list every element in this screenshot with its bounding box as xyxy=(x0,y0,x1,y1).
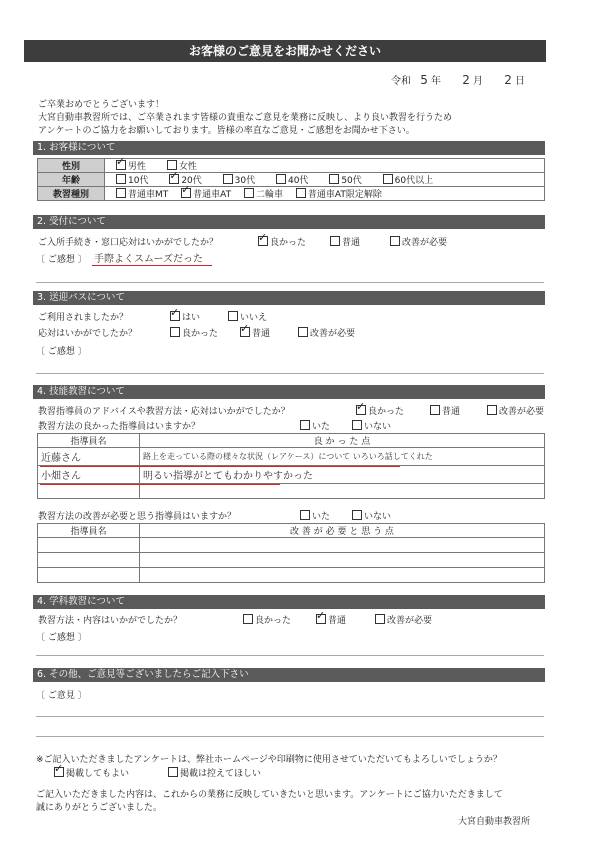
checkbox-icon[interactable] xyxy=(244,188,254,198)
skill-improve-option[interactable] xyxy=(487,404,544,417)
lecture-good-option[interactable] xyxy=(243,613,291,626)
comment-line xyxy=(36,282,544,283)
bad-instructor-no-label: いない xyxy=(364,512,392,522)
bad-instructor-yes-label: いた xyxy=(312,512,331,522)
bus-improve-option[interactable] xyxy=(298,326,355,339)
age-10s-option[interactable] xyxy=(116,176,148,186)
lecture-good-label: 良かった xyxy=(255,616,292,626)
checkbox-icon[interactable] xyxy=(276,174,286,184)
checkbox-checked-icon[interactable] xyxy=(170,311,180,321)
type-at-release-option[interactable] xyxy=(296,190,382,200)
section-lecture-header: 4. 学科教習について xyxy=(33,595,545,609)
instructor-name-cell[interactable] xyxy=(38,448,140,466)
school-name: 大宮自動車教習所 xyxy=(458,817,531,827)
skill-good-label: 良かった xyxy=(368,407,405,417)
type-bike-label: 二輪車 xyxy=(255,190,283,200)
age-30s-label: 30代 xyxy=(234,176,256,186)
checkbox-icon[interactable] xyxy=(168,767,178,777)
skill-normal-label: 普通 xyxy=(442,407,461,417)
checkbox-icon[interactable] xyxy=(352,510,362,520)
bad-instructor-yes-option[interactable] xyxy=(300,509,330,522)
bus-good-label: 良かった xyxy=(182,329,219,339)
bus-no-label: いいえ xyxy=(240,313,268,323)
lecture-normal-option[interactable] xyxy=(316,613,346,626)
good-instructor-yes-label: いた xyxy=(312,422,331,432)
section-customer-header: 1. お客様について xyxy=(33,141,545,155)
skill-normal-option[interactable] xyxy=(430,404,460,417)
course-type-label: 教習種別 xyxy=(38,187,105,201)
checkbox-icon[interactable] xyxy=(383,174,393,184)
consent-no-label: 掲載は控えてほしい xyxy=(180,769,262,779)
skill-q2: 教習方法の良かった指導員はいますか？ xyxy=(38,422,201,432)
comment-line xyxy=(36,716,544,717)
good-instructor-yes-option[interactable] xyxy=(300,419,330,432)
age-50s-label: 50代 xyxy=(341,176,362,186)
skill-good-option[interactable] xyxy=(356,404,404,417)
age-40s-option[interactable] xyxy=(276,176,308,186)
type-mt-label: 普通車MT xyxy=(128,190,169,200)
checkbox-checked-icon[interactable] xyxy=(356,405,366,415)
bus-yes-label: はい xyxy=(182,313,201,323)
checkbox-icon[interactable] xyxy=(298,327,308,337)
checkbox-checked-icon[interactable] xyxy=(116,160,126,170)
instructor-name-cell[interactable] xyxy=(38,466,140,484)
gender-male-option[interactable] xyxy=(116,162,146,172)
date-year-unit: 年 xyxy=(431,76,442,87)
checkbox-icon[interactable] xyxy=(116,174,126,184)
consent-question: ※ご記入いただきましたアンケートは、弊社ホームページや印刷物に使用させていただいてもよろしいでしょうか？ xyxy=(36,755,502,765)
instructor-name-cell[interactable] xyxy=(38,538,140,553)
reception-good-option[interactable] xyxy=(258,235,306,248)
good-point-cell[interactable] xyxy=(140,484,545,499)
age-10s-label: 10代 xyxy=(128,176,149,186)
lecture-improve-label: 改善が必要 xyxy=(387,616,433,626)
lecture-improve-option[interactable] xyxy=(375,613,432,626)
age-options xyxy=(105,173,545,187)
checkbox-checked-icon[interactable] xyxy=(258,236,268,246)
reception-improve-label: 改善が必要 xyxy=(402,238,448,248)
lecture-normal-label: 普通 xyxy=(328,616,347,626)
consent-yes-option[interactable] xyxy=(54,766,129,779)
age-label: 年齢 xyxy=(38,173,105,187)
checkbox-icon[interactable] xyxy=(223,174,233,184)
col-improve-point: 改 善 が 必 要 と 思 う 点 xyxy=(140,524,545,538)
checkbox-checked-icon[interactable] xyxy=(181,188,191,198)
age-40s-label: 40代 xyxy=(287,176,309,186)
checkbox-icon[interactable] xyxy=(228,311,238,321)
checkbox-icon[interactable] xyxy=(352,420,362,430)
good-instructor-no-label: いない xyxy=(364,422,392,432)
date-month[interactable]: 2 xyxy=(462,73,470,87)
date-day-unit: 日 xyxy=(515,76,526,87)
checkbox-checked-icon[interactable] xyxy=(240,327,250,337)
bus-comment-label: 〔 ご感想 〕 xyxy=(36,347,87,357)
reception-comment-label: 〔 ご感想 〕 xyxy=(36,255,87,265)
improve-point-cell[interactable] xyxy=(140,568,545,583)
good-point-cell[interactable] xyxy=(140,466,545,484)
gender-male-label: 男性 xyxy=(128,162,147,172)
bus-q1: ご利用されましたか？ xyxy=(38,313,129,323)
age-50s-option[interactable] xyxy=(329,176,361,186)
date-line xyxy=(391,72,525,87)
reception-normal-label: 普通 xyxy=(342,238,361,248)
skill-q1: 教習指導員のアドバイスや教習方法・応対はいかがでしたか？ xyxy=(38,407,290,417)
instructor-name-cell[interactable] xyxy=(38,484,140,499)
checkbox-checked-icon[interactable] xyxy=(316,614,326,624)
red-underline xyxy=(92,265,212,266)
bus-good-option[interactable] xyxy=(170,326,218,339)
checkbox-icon[interactable] xyxy=(300,420,310,430)
age-60s-label: 60代以上 xyxy=(394,176,434,186)
section-reception-header: 2. 受付について xyxy=(33,215,545,229)
instructor-name: 近藤さん xyxy=(41,453,81,464)
comment-line xyxy=(36,373,544,374)
instructor-name-cell[interactable] xyxy=(38,568,140,583)
bad-instructor-no-option[interactable] xyxy=(352,509,391,522)
improve-instructor-table xyxy=(37,523,545,583)
gender-female-label: 女性 xyxy=(178,162,197,172)
checkbox-icon[interactable] xyxy=(300,510,310,520)
consent-yes-label: 掲載してもよい xyxy=(66,769,130,779)
comment-line xyxy=(36,736,544,737)
instructor-name-cell[interactable] xyxy=(38,553,140,568)
bus-yes-option[interactable] xyxy=(170,310,200,323)
other-comment-label: 〔 ご意見 〕 xyxy=(36,691,87,701)
reception-normal-option[interactable] xyxy=(330,235,360,248)
checkbox-icon[interactable] xyxy=(329,174,339,184)
instructor-name: 小畑さん xyxy=(41,471,81,482)
red-underline xyxy=(40,466,400,467)
good-point-text: 明るい指導がとてもわかりやすかった xyxy=(143,471,313,482)
col-instructor-name: 指導員名 xyxy=(38,524,140,538)
date-era: 令和 xyxy=(391,76,411,87)
age-60s-option[interactable] xyxy=(383,176,433,186)
checkbox-icon[interactable] xyxy=(170,327,180,337)
age-30s-option[interactable] xyxy=(223,176,255,186)
reception-good-label: 良かった xyxy=(270,238,307,248)
improve-point-cell[interactable] xyxy=(140,538,545,553)
good-instructor-no-option[interactable] xyxy=(352,419,391,432)
skill-improve-label: 改善が必要 xyxy=(499,407,545,417)
good-point-text: 路上を走っている際の様々な状況（レアケース）について いろいろ話してくれた xyxy=(143,452,433,461)
col-instructor-name: 指導員名 xyxy=(38,434,140,448)
type-at-release-label: 普通車AT限定解除 xyxy=(307,190,382,200)
checkbox-icon[interactable] xyxy=(487,405,497,415)
footer-line-2: 誠にありがとうございました。 xyxy=(36,803,163,813)
type-mt-option[interactable] xyxy=(116,190,168,200)
section-bus-header: 3. 送迎バスについて xyxy=(33,291,545,305)
bus-normal-label: 普通 xyxy=(252,329,271,339)
checkbox-icon[interactable] xyxy=(296,188,306,198)
course-type-options xyxy=(105,187,545,201)
type-bike-option[interactable] xyxy=(244,190,283,200)
section-other-header: 6. その他、ご意見等ございましたらご記入下さい xyxy=(33,668,545,682)
col-good-point: 良 か っ た 点 xyxy=(140,434,545,448)
type-at-label: 普通車AT xyxy=(193,190,232,200)
good-point-cell[interactable] xyxy=(140,448,545,466)
gender-label: 性別 xyxy=(38,159,105,173)
improve-point-cell[interactable] xyxy=(140,553,545,568)
checkbox-checked-icon[interactable] xyxy=(169,174,179,184)
table-row xyxy=(38,466,545,484)
skill-q3: 教習方法の改善が必要と思う指導員はいますか？ xyxy=(38,512,237,522)
red-underline xyxy=(40,484,280,485)
page-title: お客様のご意見をお聞かせください xyxy=(24,40,546,62)
age-20s-label: 20代 xyxy=(181,176,202,186)
date-day[interactable]: 2 xyxy=(504,73,512,87)
checkbox-icon[interactable] xyxy=(375,614,385,624)
comment-line xyxy=(36,655,544,656)
bus-q2: 応対はいかがでしたか？ xyxy=(38,329,138,339)
date-year[interactable]: 5 xyxy=(420,73,428,87)
bus-improve-label: 改善が必要 xyxy=(310,329,356,339)
checkbox-checked-icon[interactable] xyxy=(54,767,64,777)
reception-comment[interactable]: 手際よくスムーズだった xyxy=(94,254,203,265)
checkbox-icon[interactable] xyxy=(243,614,253,624)
bus-normal-option[interactable] xyxy=(240,326,270,339)
table-row xyxy=(38,448,545,466)
checkbox-icon[interactable] xyxy=(430,405,440,415)
date-month-unit: 月 xyxy=(473,76,484,87)
intro-line-3: アンケートのご協力をお願いしております。皆様の率直なご意見・ご感想をお聞かせ下さい。 xyxy=(38,126,415,136)
checkbox-icon[interactable] xyxy=(330,236,340,246)
type-at-option[interactable] xyxy=(181,190,231,200)
checkbox-icon[interactable] xyxy=(116,188,126,198)
lecture-comment-label: 〔 ご感想 〕 xyxy=(36,633,87,643)
footer-line-1: ご記入いただきました内容は、これからの業務に反映していきたいと思います。アンケートにご協力いただきまして xyxy=(36,790,503,800)
reception-question: ご入所手続き・窓口応対はいかがでしたか？ xyxy=(38,238,219,248)
intro-line-1: ご卒業おめでとうございます！ xyxy=(38,100,165,110)
intro-line-2: 大宮自動車教習所では、ご卒業されます皆様の貴重なご意見を業務に反映し、より良い教習を行うため xyxy=(38,113,453,123)
lecture-question: 教習方法・内容はいかがでしたか？ xyxy=(38,616,183,626)
customer-table xyxy=(37,158,545,201)
section-skill-header: 4. 技能教習について xyxy=(33,385,545,399)
checkbox-icon[interactable] xyxy=(390,236,400,246)
reception-improve-option[interactable] xyxy=(390,235,447,248)
consent-no-option[interactable] xyxy=(168,766,261,779)
